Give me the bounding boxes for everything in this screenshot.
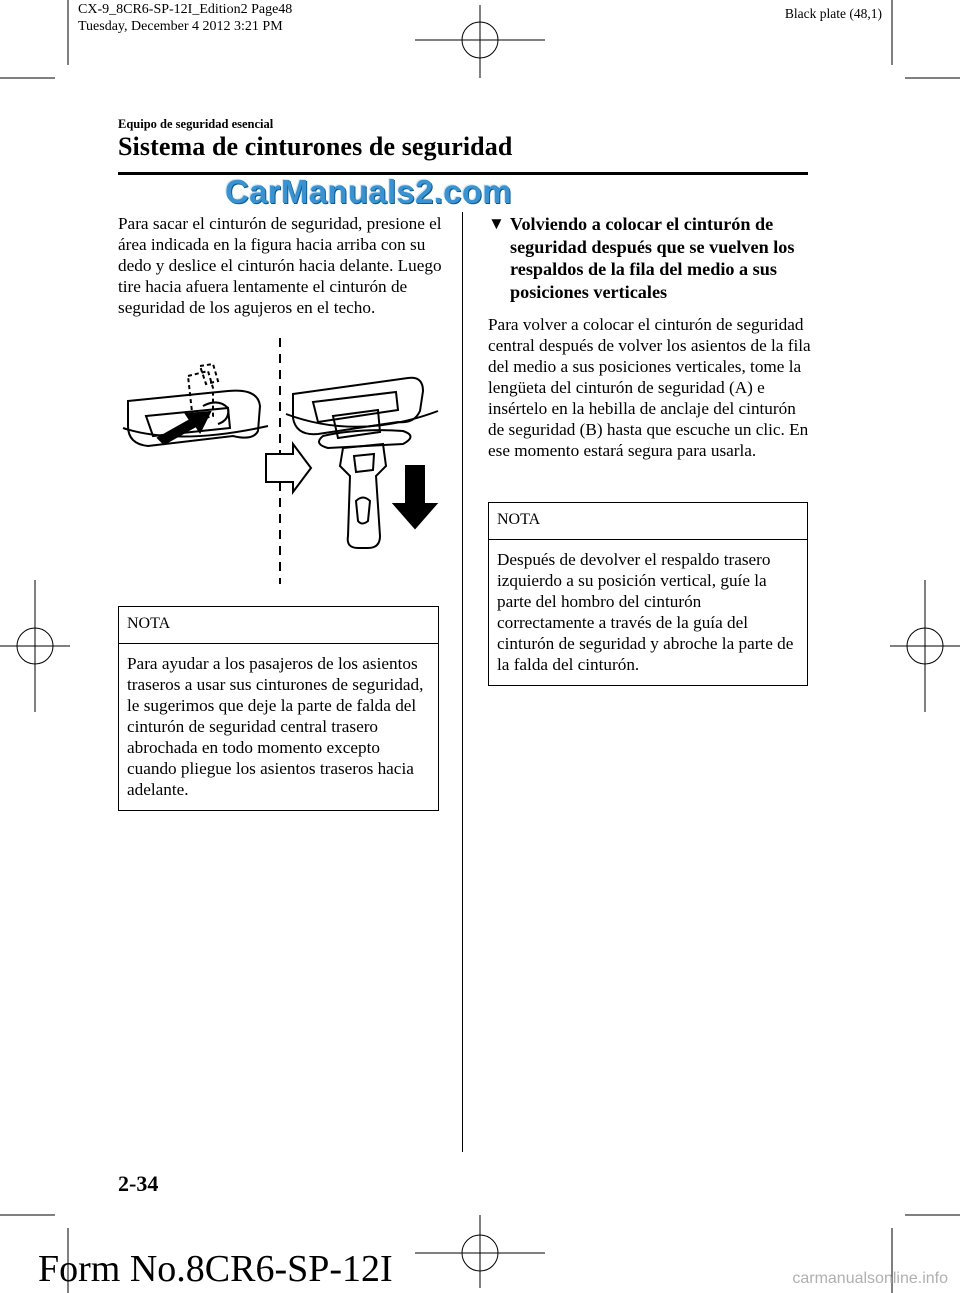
column-divider [462,212,463,1152]
site-footer-link[interactable]: carmanualsonline.info [792,1270,948,1287]
registration-target-icon [890,580,960,712]
plate-label: Black plate (48,1) [784,6,882,21]
print-header [78,1,292,35]
note-body: Para ayudar a los pasajeros de los asientos traseros a usar sus cinturones de seguridad, le sugerimos que deje la parte de falda del cinturón de seguridad central trasero abrochada en todo momento excepto cuando pliegue los asientos traseros hacia adelante. [127,654,424,799]
section-label: Equipo de seguridad esencial [118,117,274,131]
subheading-text: Volviendo a colocar el cinturón de seguridad después que se vuelven los respaldos de la fila del medio a sus posiciones verticales [510,214,795,302]
registration-target-icon [415,5,545,78]
note-box-right [488,502,808,686]
form-number: Form No.8CR6-SP-12I [38,1248,393,1290]
right-paragraph: Para volver a colocar el cinturón de seguridad central después de volver los asientos de la fila del medio a sus posiciones verticales, tome la lengüeta del cinturón de seguridad (A) e insértelo en la hebilla de anclaje del cinturón de seguridad (B) hasta que escuche un clic. En ese momento estará segura para usarla. [488,315,811,460]
seatbelt-release-illustration [118,336,443,586]
page-title: Sistema de cinturones de seguridad [118,132,513,161]
print-header-line1: CX-9_8CR6-SP-12I_Edition2 Page48 [78,2,293,17]
watermark[interactable]: CarManuals2.com [225,173,512,210]
note-body: Después de devolver el respaldo trasero izquierdo a su posición vertical, guíe la parte del hombro del cinturón correctamente a través de la guía del cinturón de seguridad y abroche la parte de la falda del cinturón. [497,550,794,674]
registration-target-icon [415,1215,545,1288]
note-header: NOTA [489,503,807,540]
note-box-left [118,606,439,811]
triangle-marker-icon: ▼ [488,214,505,233]
note-header: NOTA [119,607,438,644]
left-paragraph: Para sacar el cinturón de seguridad, presione el área indicada en la figura hacia arriba con su dedo y deslice el cinturón hacia delante. Luego tire hacia afuera lentamente el cinturón de seguridad de los agujeros en el techo. [118,214,442,317]
page-number: 2-34 [118,1171,159,1196]
registration-target-icon [0,580,70,712]
right-subheading [488,213,818,303]
print-header-line2: Tuesday, December 4 2012 3:21 PM [78,19,283,34]
